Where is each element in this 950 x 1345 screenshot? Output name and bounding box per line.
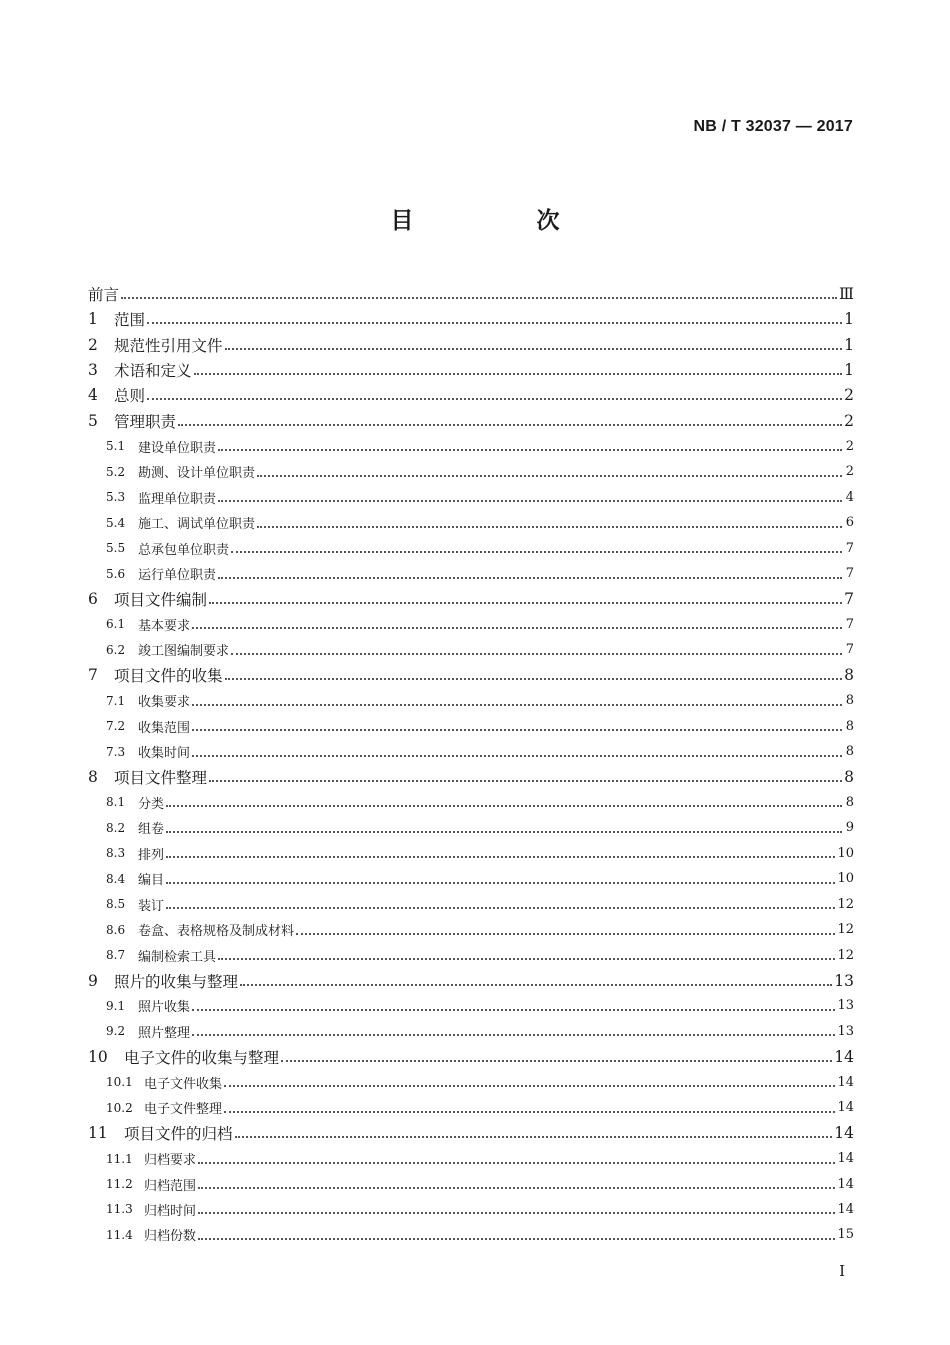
toc-entry-number: 5.1 bbox=[106, 439, 126, 454]
toc-entry-page: 8 bbox=[844, 768, 854, 787]
toc-entry-number: 11.1 bbox=[106, 1151, 133, 1166]
dot-leader bbox=[257, 526, 842, 528]
toc-entry-title: 归档时间 bbox=[144, 1203, 197, 1219]
toc-entry-title: 照片收集 bbox=[138, 1000, 191, 1016]
toc-entry-title: 前言 bbox=[88, 285, 120, 304]
toc-entry-page: 10 bbox=[837, 871, 854, 887]
toc-entry[interactable] bbox=[88, 281, 854, 306]
dot-leader bbox=[194, 373, 842, 375]
dot-leader bbox=[209, 780, 842, 782]
toc-entry-title: 电子文件收集 bbox=[144, 1076, 223, 1092]
dot-leader bbox=[218, 577, 842, 579]
toc-entry-title: 归档要求 bbox=[144, 1153, 197, 1169]
toc-entry-title: 编制检索工具 bbox=[138, 949, 217, 965]
toc-entry-number: 8.2 bbox=[106, 820, 126, 835]
toc-subentry[interactable] bbox=[88, 1171, 854, 1196]
toc-entry[interactable] bbox=[88, 586, 854, 611]
toc-entry-title: 电子文件整理 bbox=[144, 1102, 223, 1118]
toc-subentry[interactable] bbox=[88, 739, 854, 764]
dot-leader bbox=[231, 551, 842, 553]
dot-leader bbox=[235, 1136, 833, 1138]
toc-entry-page: 13 bbox=[837, 1023, 854, 1039]
toc-entry-title: 编目 bbox=[138, 873, 165, 889]
toc-entry-title: 建设单位职责 bbox=[138, 440, 217, 456]
toc-entry[interactable] bbox=[88, 332, 854, 357]
toc-entry-title: 监理单位职责 bbox=[138, 491, 217, 507]
toc-subentry[interactable] bbox=[88, 1095, 854, 1120]
toc-entry-number: 3 bbox=[88, 361, 98, 380]
toc-subentry[interactable] bbox=[88, 561, 854, 586]
toc-entry-page: 13 bbox=[834, 971, 854, 990]
toc-entry-title: 收集时间 bbox=[138, 746, 191, 762]
toc-entry-number: 8.4 bbox=[106, 871, 126, 886]
toc-entry-title: 卷盒、表格规格及制成材料 bbox=[138, 924, 295, 940]
dot-leader bbox=[147, 322, 842, 324]
toc-entry-number: 9.1 bbox=[106, 998, 126, 1013]
dot-leader bbox=[225, 348, 842, 350]
toc-entry-number: 8.7 bbox=[106, 948, 126, 963]
toc-entry[interactable] bbox=[88, 968, 854, 993]
toc-entry-title: 项目文件的归档 bbox=[124, 1125, 233, 1144]
toc-subentry[interactable] bbox=[88, 637, 854, 662]
toc-entry-title: 排列 bbox=[138, 847, 165, 863]
toc-entry-number: 10 bbox=[88, 1047, 108, 1066]
toc-subentry[interactable] bbox=[88, 993, 854, 1018]
toc-entry-title: 归档范围 bbox=[144, 1178, 197, 1194]
toc-entry-page: 4 bbox=[845, 489, 854, 505]
toc-subentry[interactable] bbox=[88, 688, 854, 713]
toc-entry[interactable] bbox=[88, 306, 854, 331]
toc-entry-title: 术语和定义 bbox=[114, 362, 192, 381]
toc-entry[interactable] bbox=[88, 357, 854, 382]
footer-page-number: I bbox=[839, 1262, 845, 1280]
toc-entry-page: 7 bbox=[845, 616, 854, 632]
toc-subentry[interactable] bbox=[88, 1070, 854, 1095]
toc-entry-page: 7 bbox=[845, 540, 854, 556]
toc-entry-page: 8 bbox=[845, 744, 854, 760]
toc-entry-number: 8.1 bbox=[106, 795, 126, 810]
dot-leader bbox=[147, 398, 842, 400]
toc-entry-page: 12 bbox=[837, 896, 854, 912]
toc-entry-title: 照片的收集与整理 bbox=[114, 972, 239, 991]
toc-entry-page: 1 bbox=[844, 361, 854, 380]
toc-subentry[interactable] bbox=[88, 1146, 854, 1171]
dot-leader bbox=[166, 805, 842, 807]
toc-entry-page: 8 bbox=[844, 666, 854, 685]
toc-entry-title: 总则 bbox=[114, 387, 146, 406]
dot-leader bbox=[192, 1034, 835, 1036]
toc-entry-number: 5.3 bbox=[106, 490, 126, 505]
dot-leader bbox=[224, 1111, 835, 1113]
toc-entry-number: 6.1 bbox=[106, 617, 126, 632]
dot-leader bbox=[198, 1238, 835, 1240]
toc-entry-number: 10.2 bbox=[106, 1100, 133, 1115]
dot-leader bbox=[192, 627, 842, 629]
toc-entry-number: 5.6 bbox=[106, 566, 126, 581]
dot-leader bbox=[198, 1187, 835, 1189]
toc-subentry[interactable] bbox=[88, 841, 854, 866]
dot-leader bbox=[218, 958, 835, 960]
dot-leader bbox=[192, 704, 842, 706]
dot-leader bbox=[192, 1009, 835, 1011]
toc-entry-page: 7 bbox=[844, 589, 854, 608]
dot-leader bbox=[166, 882, 835, 884]
toc-entry-number: 5.4 bbox=[106, 515, 126, 530]
dot-leader bbox=[218, 449, 842, 451]
toc-entry-title: 归档份数 bbox=[144, 1229, 197, 1245]
toc-entry-page: 8 bbox=[845, 794, 854, 810]
dot-leader bbox=[296, 933, 835, 935]
toc-entry-page: 14 bbox=[837, 1201, 854, 1217]
toc-entry-title: 照片整理 bbox=[138, 1025, 191, 1041]
toc-entry-number: 9.2 bbox=[106, 1024, 126, 1039]
toc-entry-number: 9 bbox=[88, 971, 98, 990]
toc-entry-title: 管理职责 bbox=[114, 412, 177, 431]
toc-entry-number: 11.4 bbox=[106, 1227, 133, 1242]
dot-leader bbox=[192, 755, 842, 757]
toc-subentry[interactable] bbox=[88, 866, 854, 891]
toc-subentry[interactable] bbox=[88, 892, 854, 917]
dot-leader bbox=[166, 907, 835, 909]
toc-entry-number: 8.5 bbox=[106, 897, 126, 912]
toc-entry-title: 范围 bbox=[114, 311, 146, 330]
toc-subentry[interactable] bbox=[88, 713, 854, 738]
toc-entry-page: 8 bbox=[845, 693, 854, 709]
dot-leader bbox=[231, 653, 842, 655]
toc-entry-number: 5.5 bbox=[106, 541, 126, 556]
dot-leader bbox=[198, 1162, 835, 1164]
toc-subentry[interactable] bbox=[88, 510, 854, 535]
toc-entry-number: 11 bbox=[88, 1124, 108, 1143]
dot-leader bbox=[192, 729, 842, 731]
toc-entry[interactable] bbox=[88, 764, 854, 789]
toc-entry-title: 运行单位职责 bbox=[138, 568, 217, 584]
dot-leader bbox=[225, 678, 842, 680]
toc-entry-page: 14 bbox=[837, 1151, 854, 1167]
toc-entry-title: 分类 bbox=[138, 796, 165, 812]
toc-entry-number: 7.2 bbox=[106, 719, 126, 734]
toc-entry-number: 2 bbox=[88, 335, 98, 354]
toc-entry-number: 10.1 bbox=[106, 1075, 133, 1090]
toc-entry-number: 6.2 bbox=[106, 642, 126, 657]
toc-entry-page: 2 bbox=[844, 411, 854, 430]
dot-leader bbox=[121, 297, 837, 299]
toc-entry-title: 电子文件的收集与整理 bbox=[124, 1048, 280, 1067]
toc-entry-page: 2 bbox=[845, 464, 854, 480]
toc-entry[interactable] bbox=[88, 663, 854, 688]
toc-entry-page: 15 bbox=[837, 1227, 854, 1243]
toc-entry-title: 项目文件编制 bbox=[114, 590, 208, 609]
toc-subentry[interactable] bbox=[88, 942, 854, 967]
dot-leader bbox=[166, 831, 842, 833]
toc-entry-page: 14 bbox=[834, 1124, 854, 1143]
toc-entry-title: 勘测、设计单位职责 bbox=[138, 466, 256, 482]
toc-entry-title: 总承包单位职责 bbox=[138, 542, 230, 558]
dot-leader bbox=[281, 1060, 832, 1062]
toc-entry-number: 7 bbox=[88, 666, 98, 685]
toc-entry-page: 7 bbox=[845, 642, 854, 658]
dot-leader bbox=[198, 1212, 835, 1214]
toc-entry-number: 8.3 bbox=[106, 846, 126, 861]
toc-entry-number: 6 bbox=[88, 589, 98, 608]
toc-subentry[interactable] bbox=[88, 1222, 854, 1247]
toc-entry[interactable] bbox=[88, 408, 854, 433]
toc-entry-page: 13 bbox=[837, 998, 854, 1014]
toc-entry-title: 基本要求 bbox=[138, 618, 191, 634]
toc-entry-title: 项目文件整理 bbox=[114, 769, 208, 788]
toc-subentry[interactable] bbox=[88, 1197, 854, 1222]
toc-entry-title: 竣工图编制要求 bbox=[138, 644, 230, 660]
toc-entry-number: 7.1 bbox=[106, 693, 126, 708]
toc-subentry[interactable] bbox=[88, 1019, 854, 1044]
dot-leader bbox=[166, 856, 835, 858]
toc-subentry[interactable] bbox=[88, 535, 854, 560]
dot-leader bbox=[224, 1085, 835, 1087]
toc-entry-page: 9 bbox=[845, 820, 854, 836]
toc-entry-number: 5.2 bbox=[106, 464, 126, 479]
toc-entry[interactable] bbox=[88, 1120, 854, 1145]
toc-entry-page: 1 bbox=[844, 335, 854, 354]
toc-entry-title: 装订 bbox=[138, 898, 165, 914]
toc-entry-page: 6 bbox=[845, 515, 854, 531]
dot-leader bbox=[240, 984, 832, 986]
toc-entry-page: 14 bbox=[834, 1047, 854, 1066]
dot-leader bbox=[209, 602, 842, 604]
toc-subentry[interactable] bbox=[88, 459, 854, 484]
toc-entry-number: 11.3 bbox=[106, 1202, 133, 1217]
toc-entry-title: 组卷 bbox=[138, 822, 165, 838]
toc-entry-number: 1 bbox=[88, 310, 98, 329]
toc-entry-number: 8 bbox=[88, 768, 98, 787]
toc-entry-title: 收集要求 bbox=[138, 695, 191, 711]
toc-entry-title: 施工、调试单位职责 bbox=[138, 517, 256, 533]
toc-entry-page: 8 bbox=[845, 718, 854, 734]
dot-leader bbox=[218, 500, 842, 502]
toc-subentry[interactable] bbox=[88, 612, 854, 637]
toc-entry-page: 14 bbox=[837, 1176, 854, 1192]
toc-entry-page: 7 bbox=[845, 566, 854, 582]
dot-leader bbox=[178, 424, 842, 426]
toc-entry[interactable] bbox=[88, 1044, 854, 1069]
toc-entry-page: Ⅲ bbox=[839, 284, 854, 303]
toc-entry[interactable] bbox=[88, 383, 854, 408]
toc-entry-page: 14 bbox=[837, 1100, 854, 1116]
toc-entry-title: 项目文件的收集 bbox=[114, 667, 223, 686]
toc-entry-number: 7.3 bbox=[106, 744, 126, 759]
table-of-contents bbox=[88, 281, 854, 1248]
toc-entry-number: 8.6 bbox=[106, 922, 126, 937]
dot-leader bbox=[257, 475, 842, 477]
standard-code: NB / T 32037 — 2017 bbox=[693, 118, 853, 135]
toc-entry-title: 收集范围 bbox=[138, 720, 191, 736]
toc-subentry[interactable] bbox=[88, 815, 854, 840]
toc-entry-page: 12 bbox=[837, 922, 854, 938]
toc-entry-page: 14 bbox=[837, 1074, 854, 1090]
toc-entry-page: 2 bbox=[844, 386, 854, 405]
toc-entry-page: 2 bbox=[845, 438, 854, 454]
toc-entry-number: 11.2 bbox=[106, 1177, 133, 1192]
toc-subentry[interactable] bbox=[88, 485, 854, 510]
page-title: 目 次 bbox=[390, 208, 610, 234]
toc-subentry[interactable] bbox=[88, 917, 854, 942]
toc-entry-number: 4 bbox=[88, 386, 98, 405]
toc-entry-page: 10 bbox=[837, 845, 854, 861]
toc-entry-page: 1 bbox=[844, 310, 854, 329]
toc-entry-page: 12 bbox=[837, 947, 854, 963]
toc-entry-number: 5 bbox=[88, 411, 98, 430]
toc-subentry[interactable] bbox=[88, 790, 854, 815]
toc-subentry[interactable] bbox=[88, 434, 854, 459]
toc-entry-title: 规范性引用文件 bbox=[114, 336, 223, 355]
